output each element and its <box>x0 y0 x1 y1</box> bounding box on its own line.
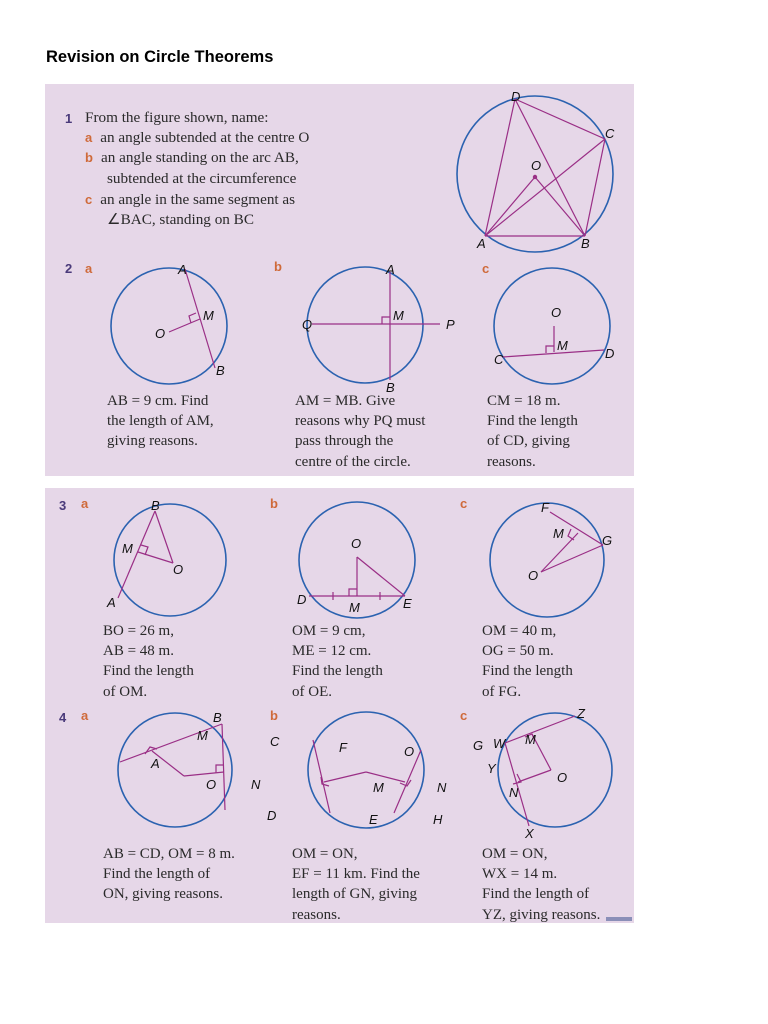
label-B: B <box>213 710 222 725</box>
q1-circle-figure <box>445 84 634 254</box>
q1-part-a: a an angle subtended at the centre O <box>85 129 310 146</box>
label-E: E <box>369 812 378 827</box>
label-O: O <box>404 744 415 759</box>
label-A: A <box>178 262 187 277</box>
part-letter: c <box>460 496 468 511</box>
q4c-circle-figure <box>485 706 630 841</box>
q3a-description: BO = 26 m, AB = 48 m. Find the length of OM. <box>103 623 194 700</box>
q2b-description: AM = MB. Give reasons why PQ must pass through the centre of the circle. <box>295 393 426 470</box>
label-C: C <box>270 734 280 749</box>
label-Z: Z <box>577 706 585 721</box>
page-marker <box>606 917 632 921</box>
q3a-circle-figure <box>105 500 245 625</box>
label-W: W <box>493 736 506 751</box>
q2c-circle-figure <box>490 262 630 392</box>
label-O: O <box>551 305 562 320</box>
label-O: O <box>155 326 166 341</box>
part-letter: c <box>460 708 468 723</box>
part-letter: c <box>482 261 490 276</box>
question-number: 3 <box>59 498 67 513</box>
questions-panel-3-4 <box>45 488 634 923</box>
label-H: H <box>433 812 443 827</box>
q4a-description: AB = CD, OM = 8 m. Find the length of ON, giving reasons. <box>103 846 235 903</box>
q2c-description: CM = 18 m. Find the length of CD, giving reasons. <box>487 393 578 470</box>
q2a-description: AB = 9 cm. Find the length of AM, giving reasons. <box>107 393 214 450</box>
part-letter: a <box>81 708 89 723</box>
label-A: A <box>477 236 486 251</box>
q1-intro: From the figure shown, name: <box>85 109 269 126</box>
label-X: X <box>525 826 534 841</box>
label-M: M <box>122 541 133 556</box>
q1-part-b: b an angle standing on the arc AB, <box>85 149 299 166</box>
label-G: G <box>473 738 484 753</box>
part-letter: b <box>274 259 282 274</box>
q4a-circle-figure <box>100 710 280 835</box>
label-C: C <box>494 352 504 367</box>
part-letter: b <box>270 708 278 723</box>
label-O: O <box>528 568 539 583</box>
label-C: C <box>605 126 615 141</box>
label-N: N <box>251 777 261 792</box>
label-G: G <box>602 533 613 548</box>
questions-panel-1-2 <box>45 84 634 476</box>
q4c-description: OM = ON, WX = 14 m. Find the length of YZ, giving reasons. <box>482 846 601 923</box>
label-M: M <box>557 338 568 353</box>
label-D: D <box>605 346 615 361</box>
label-M: M <box>553 526 564 541</box>
label-A: A <box>151 756 160 771</box>
label-O: O <box>206 777 217 792</box>
part-letter: a <box>81 496 89 511</box>
label-D: D <box>297 592 307 607</box>
page-title: Revision on Circle Theorems <box>46 48 274 66</box>
label-M: M <box>349 600 360 615</box>
label-D: D <box>511 89 521 104</box>
label-M: M <box>525 732 536 747</box>
q2b-circle-figure <box>300 262 480 395</box>
question-number: 1 <box>65 111 73 126</box>
label-P: P <box>446 317 455 332</box>
q2a-circle-figure <box>105 262 245 392</box>
question-number: 4 <box>59 710 67 725</box>
q4b-circle-figure <box>293 710 484 835</box>
q3c-circle-figure <box>485 500 630 625</box>
part-letter: a <box>85 261 93 276</box>
label-M: M <box>197 728 208 743</box>
label-B: B <box>386 380 395 395</box>
q3c-description: OM = 40 m, OG = 50 m. Find the length of FG. <box>482 623 573 700</box>
label-Q: Q <box>302 317 313 332</box>
q3b-circle-figure <box>295 500 435 625</box>
label-M: M <box>373 780 384 795</box>
label-B: B <box>151 498 160 513</box>
label-Y: Y <box>487 761 496 776</box>
label-A: A <box>107 595 116 610</box>
q4b-description: OM = ON, EF = 11 km. Find the length of GN, giving reasons. <box>292 846 420 923</box>
label-O: O <box>531 158 542 173</box>
label-F: F <box>541 500 549 515</box>
label-N: N <box>509 785 519 800</box>
label-D: D <box>267 808 277 823</box>
label-O: O <box>351 536 362 551</box>
q1-part-b-cont: subtended at the circumference <box>107 170 297 187</box>
label-B: B <box>216 363 225 378</box>
part-letter: b <box>270 496 278 511</box>
label-F: F <box>339 740 347 755</box>
label-E: E <box>403 596 412 611</box>
q1-part-c: c an angle in the same segment as <box>85 191 296 208</box>
label-M: M <box>203 308 214 323</box>
label-O: O <box>557 770 568 785</box>
label-B: B <box>581 236 590 251</box>
q3b-description: OM = 9 cm, ME = 12 cm. Find the length of OE. <box>292 623 383 700</box>
question-number: 2 <box>65 261 73 276</box>
label-N: N <box>437 780 447 795</box>
label-A: A <box>386 262 395 277</box>
q1-part-c-cont: ∠BAC, standing on BC <box>107 211 254 228</box>
label-M: M <box>393 308 404 323</box>
label-O: O <box>173 562 184 577</box>
